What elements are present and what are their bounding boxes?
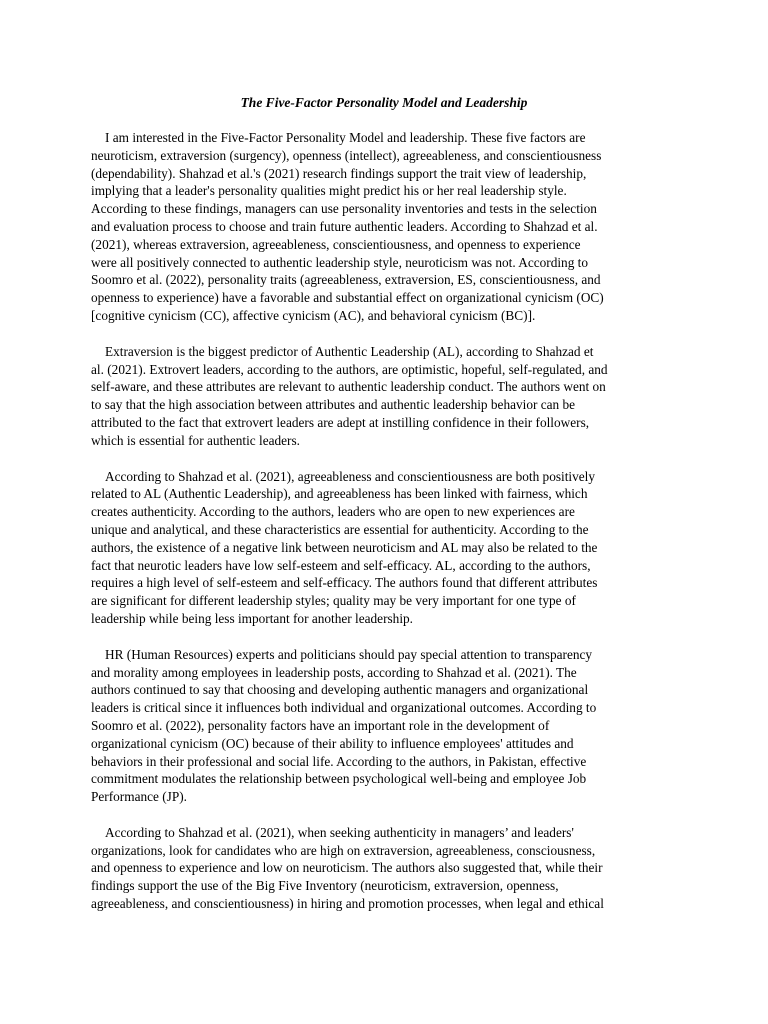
text-line: related to AL (Authentic Leadership), and agreeableness has been linked with fairness, which bbox=[91, 486, 588, 502]
text-line: and openness to experience and low on neuroticism. The authors also suggested that, while their bbox=[91, 860, 603, 876]
text-line: [cognitive cynicism (CC), affective cynicism (AC), and behavioral cynicism (BC)]. bbox=[91, 307, 536, 323]
text-line: findings support the use of the Big Five Inventory (neuroticism, extraversion, openness, bbox=[91, 878, 559, 894]
text-line: authors, the existence of a negative link between neuroticism and AL may also be related to the bbox=[91, 539, 598, 555]
text-line: which is essential for authentic leaders. bbox=[91, 432, 300, 448]
paragraph-1 bbox=[91, 129, 686, 325]
text-line: HR (Human Resources) experts and politicians should pay special attention to transparency bbox=[105, 646, 593, 662]
text-line: and evaluation process to choose and train future authentic leaders. According to Shahzad et al. bbox=[91, 218, 598, 234]
text-line: neuroticism, extraversion (surgency), openness (intellect), agreeableness, and conscientiousness bbox=[91, 147, 602, 163]
text-line: According to Shahzad et al. (2021), when seeking authenticity in managers’ and leaders' bbox=[105, 824, 574, 840]
text-line: commitment modulates the relationship between psychological well-being and employee Job bbox=[91, 771, 587, 787]
text-line: implying that a leader's personality qualities might predict his or her real leadership style. bbox=[91, 183, 567, 199]
text-line: attributed to the fact that extrovert leaders are adept at instilling confidence in their followers, bbox=[91, 414, 590, 430]
paragraph-5 bbox=[91, 824, 686, 913]
text-line: leaders is critical since it influences both individual and organizational outcomes. According to bbox=[91, 700, 597, 716]
text-line: leadership while being less important for another leadership. bbox=[91, 610, 413, 626]
text-line: self-aware, and these attributes are relevant to authentic leadership conduct. The authors went on bbox=[91, 379, 606, 395]
text-line: fact that neurotic leaders have low self-esteem and self-efficacy. AL, according to the authors, bbox=[91, 557, 591, 573]
text-line: According to these findings, managers can use personality inventories and tests in the selection bbox=[91, 201, 597, 217]
text-line: authors continued to say that choosing and developing authentic managers and organizational bbox=[91, 682, 589, 698]
paragraph-3 bbox=[91, 468, 686, 628]
paragraph-2 bbox=[91, 343, 686, 450]
document-body bbox=[91, 129, 686, 931]
text-line: agreeableness, and conscientiousness) in hiring and promotion processes, when legal and ethical bbox=[91, 896, 604, 912]
text-line: behaviors in their professional and social life. According to the authors, in Pakistan, effective bbox=[91, 753, 587, 769]
text-line: According to Shahzad et al. (2021), agreeableness and conscientiousness are both positively bbox=[105, 468, 595, 484]
text-line: and morality among employees in leadership posts, according to Shahzad et al. (2021). The bbox=[91, 664, 577, 680]
paragraph-4 bbox=[91, 646, 686, 806]
text-line: organizations, look for candidates who are high on extraversion, agreeableness, consciousness, bbox=[91, 842, 596, 858]
text-line: al. (2021). Extrovert leaders, according to the authors, are optimistic, hopeful, self-regulated, and bbox=[91, 361, 608, 377]
text-line: Performance (JP). bbox=[91, 789, 187, 805]
text-line: openness to experience) have a favorable and substantial effect on organizational cynicism (OC) bbox=[91, 290, 604, 306]
text-line: to say that the high association between attributes and authentic leadership behavior can be bbox=[91, 397, 576, 413]
text-line: Soomro et al. (2022), personality traits (agreeableness, extraversion, ES, conscientiousness, and bbox=[91, 272, 601, 288]
text-line: (dependability). Shahzad et al.'s (2021) research findings support the trait view of leadership, bbox=[91, 165, 587, 181]
text-line: are significant for different leadership styles; quality may be very important for one type of bbox=[91, 593, 576, 609]
text-line: requires a high level of self-esteem and self-efficacy. The authors found that different attributes bbox=[91, 575, 598, 591]
text-line: I am interested in the Five-Factor Personality Model and leadership. These five factors are bbox=[105, 130, 586, 145]
text-line: (2021), whereas extraversion, agreeableness, conscientiousness, and openness to experience bbox=[91, 236, 581, 252]
document-title: The Five-Factor Personality Model and Leadership bbox=[240, 95, 528, 110]
text-line: Soomro et al. (2022), personality factors have an important role in the development of bbox=[91, 717, 550, 733]
text-line: organizational cynicism (OC) because of their ability to influence employees' attitudes and bbox=[91, 735, 574, 751]
text-line: Extraversion is the biggest predictor of Authentic Leadership (AL), according to Shahzad et bbox=[105, 343, 594, 359]
text-line: creates authenticity. According to the authors, leaders who are open to new experiences are bbox=[91, 504, 575, 520]
text-line: were all positively connected to authentic leadership style, neuroticism was not. According to bbox=[91, 254, 589, 270]
text-line: unique and analytical, and these characteristics are essential for authenticity. According to the bbox=[91, 521, 589, 537]
